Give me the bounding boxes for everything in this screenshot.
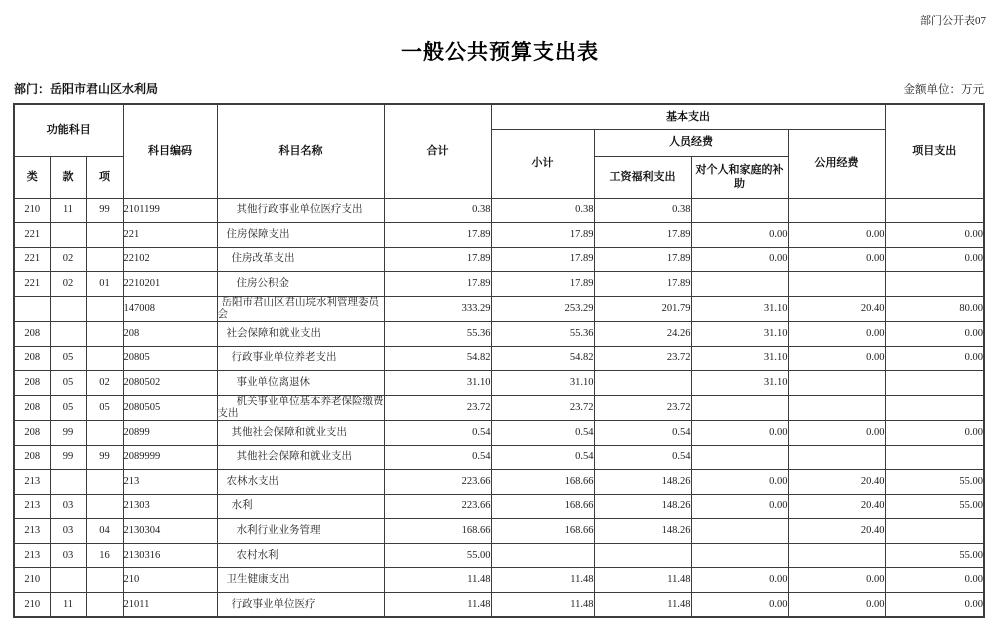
cell-class: 210 bbox=[14, 593, 50, 618]
cell-name: 行政事业单位养老支出 bbox=[217, 346, 384, 371]
cell-section: 02 bbox=[50, 247, 86, 272]
cell-project-expenditure: 55.00 bbox=[885, 470, 984, 495]
cell-public-funds: 0.00 bbox=[788, 568, 885, 593]
cell-project-expenditure: 0.00 bbox=[885, 247, 984, 272]
cell-salary-welfare: 148.26 bbox=[594, 470, 691, 495]
header-subtotal: 小计 bbox=[491, 129, 594, 198]
cell-code: 2130316 bbox=[123, 543, 217, 568]
cell-project-expenditure: 0.00 bbox=[885, 593, 984, 618]
table-row bbox=[14, 445, 984, 470]
table-row bbox=[14, 494, 984, 519]
cell-individual-subsidy: 0.00 bbox=[691, 247, 788, 272]
cell-name: 住房改革支出 bbox=[217, 247, 384, 272]
header-subject-code: 科目编码 bbox=[123, 104, 217, 198]
header-functional-subject: 功能科目 bbox=[14, 104, 123, 156]
cell-subtotal: 11.48 bbox=[491, 593, 594, 618]
cell-class: 208 bbox=[14, 445, 50, 470]
cell-subtotal: 17.89 bbox=[491, 223, 594, 248]
cell-project-expenditure: 80.00 bbox=[885, 296, 984, 321]
table-row bbox=[14, 272, 984, 297]
cell-class: 221 bbox=[14, 247, 50, 272]
cell-subtotal: 168.66 bbox=[491, 519, 594, 544]
cell-salary-welfare: 0.54 bbox=[594, 445, 691, 470]
cell-class: 221 bbox=[14, 272, 50, 297]
cell-name: 农林水支出 bbox=[217, 470, 384, 495]
cell-class: 210 bbox=[14, 198, 50, 223]
cell-code: 21303 bbox=[123, 494, 217, 519]
cell-public-funds bbox=[788, 445, 885, 470]
cell-item: 99 bbox=[86, 445, 123, 470]
cell-subtotal: 31.10 bbox=[491, 371, 594, 396]
cell-item bbox=[86, 346, 123, 371]
table-row bbox=[14, 322, 984, 347]
header-salary-welfare: 工资福利支出 bbox=[594, 156, 691, 198]
header-individual-family-subsidy: 对个人和家庭的补助 bbox=[691, 156, 788, 198]
cell-public-funds bbox=[788, 198, 885, 223]
cell-code: 2101199 bbox=[123, 198, 217, 223]
cell-name: 住房保障支出 bbox=[217, 223, 384, 248]
cell-public-funds: 20.40 bbox=[788, 470, 885, 495]
cell-class: 208 bbox=[14, 420, 50, 445]
cell-class: 208 bbox=[14, 346, 50, 371]
cell-name: 水利 bbox=[217, 494, 384, 519]
cell-total: 55.36 bbox=[384, 322, 491, 347]
cell-total: 55.00 bbox=[384, 543, 491, 568]
header-item: 项 bbox=[86, 156, 123, 198]
cell-project-expenditure: 55.00 bbox=[885, 494, 984, 519]
cell-salary-welfare bbox=[594, 543, 691, 568]
cell-individual-subsidy bbox=[691, 395, 788, 420]
cell-salary-welfare: 17.89 bbox=[594, 223, 691, 248]
cell-total: 17.89 bbox=[384, 247, 491, 272]
cell-item: 05 bbox=[86, 395, 123, 420]
cell-name: 其他行政事业单位医疗支出 bbox=[217, 198, 384, 223]
cell-class: 213 bbox=[14, 543, 50, 568]
cell-class: 210 bbox=[14, 568, 50, 593]
cell-individual-subsidy bbox=[691, 272, 788, 297]
cell-public-funds bbox=[788, 543, 885, 568]
cell-section bbox=[50, 223, 86, 248]
cell-subtotal bbox=[491, 543, 594, 568]
table-row bbox=[14, 519, 984, 544]
cell-item bbox=[86, 322, 123, 347]
cell-subtotal: 55.36 bbox=[491, 322, 594, 347]
cell-subtotal: 0.54 bbox=[491, 445, 594, 470]
cell-individual-subsidy: 31.10 bbox=[691, 296, 788, 321]
cell-section: 99 bbox=[50, 445, 86, 470]
cell-item bbox=[86, 470, 123, 495]
cell-code: 2130304 bbox=[123, 519, 217, 544]
cell-subtotal: 54.82 bbox=[491, 346, 594, 371]
amount-unit-label: 金额单位：万元 bbox=[903, 84, 984, 96]
cell-public-funds: 20.40 bbox=[788, 494, 885, 519]
cell-name: 事业单位离退休 bbox=[217, 371, 384, 396]
cell-individual-subsidy: 0.00 bbox=[691, 568, 788, 593]
cell-individual-subsidy: 0.00 bbox=[691, 593, 788, 618]
cell-section: 03 bbox=[50, 519, 86, 544]
table-row bbox=[14, 371, 984, 396]
cell-project-expenditure bbox=[885, 198, 984, 223]
cell-public-funds: 0.00 bbox=[788, 223, 885, 248]
cell-item: 01 bbox=[86, 272, 123, 297]
cell-public-funds: 0.00 bbox=[788, 247, 885, 272]
cell-subtotal: 11.48 bbox=[491, 568, 594, 593]
cell-total: 0.54 bbox=[384, 420, 491, 445]
cell-item bbox=[86, 568, 123, 593]
table-row bbox=[14, 198, 984, 223]
cell-name: 水利行业业务管理 bbox=[217, 519, 384, 544]
cell-salary-welfare: 23.72 bbox=[594, 346, 691, 371]
cell-item: 16 bbox=[86, 543, 123, 568]
budget-expenditure-table bbox=[13, 103, 985, 618]
cell-public-funds: 0.00 bbox=[788, 346, 885, 371]
cell-item bbox=[86, 247, 123, 272]
cell-salary-welfare: 0.54 bbox=[594, 420, 691, 445]
cell-class: 208 bbox=[14, 322, 50, 347]
cell-project-expenditure: 55.00 bbox=[885, 543, 984, 568]
cell-total: 0.54 bbox=[384, 445, 491, 470]
cell-total: 223.66 bbox=[384, 494, 491, 519]
cell-item: 04 bbox=[86, 519, 123, 544]
table-row bbox=[14, 593, 984, 618]
cell-total: 0.38 bbox=[384, 198, 491, 223]
cell-code: 2080505 bbox=[123, 395, 217, 420]
cell-total: 54.82 bbox=[384, 346, 491, 371]
cell-class: 221 bbox=[14, 223, 50, 248]
header-class: 类 bbox=[14, 156, 50, 198]
cell-project-expenditure bbox=[885, 371, 984, 396]
header-total: 合计 bbox=[384, 104, 491, 198]
cell-section: 02 bbox=[50, 272, 86, 297]
cell-total: 17.89 bbox=[384, 223, 491, 248]
cell-public-funds bbox=[788, 371, 885, 396]
table-row bbox=[14, 346, 984, 371]
cell-total: 11.48 bbox=[384, 593, 491, 618]
table-row bbox=[14, 420, 984, 445]
cell-salary-welfare: 148.26 bbox=[594, 494, 691, 519]
table-row bbox=[14, 543, 984, 568]
cell-section: 11 bbox=[50, 198, 86, 223]
cell-section: 03 bbox=[50, 543, 86, 568]
cell-project-expenditure bbox=[885, 445, 984, 470]
table-row bbox=[14, 223, 984, 248]
cell-public-funds: 20.40 bbox=[788, 519, 885, 544]
cell-class: 208 bbox=[14, 371, 50, 396]
cell-public-funds bbox=[788, 272, 885, 297]
cell-subtotal: 168.66 bbox=[491, 494, 594, 519]
header-section: 款 bbox=[50, 156, 86, 198]
cell-individual-subsidy: 31.10 bbox=[691, 346, 788, 371]
cell-code: 21011 bbox=[123, 593, 217, 618]
table-header bbox=[14, 104, 984, 198]
cell-item bbox=[86, 494, 123, 519]
cell-item bbox=[86, 593, 123, 618]
cell-class bbox=[14, 296, 50, 321]
cell-salary-welfare: 11.48 bbox=[594, 568, 691, 593]
cell-item: 02 bbox=[86, 371, 123, 396]
header-personnel-funds: 人员经费 bbox=[594, 129, 788, 156]
cell-item: 99 bbox=[86, 198, 123, 223]
cell-subtotal: 0.54 bbox=[491, 420, 594, 445]
cell-salary-welfare: 23.72 bbox=[594, 395, 691, 420]
table-row bbox=[14, 470, 984, 495]
cell-salary-welfare: 24.26 bbox=[594, 322, 691, 347]
header-public-funds: 公用经费 bbox=[788, 129, 885, 198]
cell-project-expenditure: 0.00 bbox=[885, 223, 984, 248]
cell-section bbox=[50, 322, 86, 347]
cell-name: 其他社会保障和就业支出 bbox=[217, 445, 384, 470]
cell-subtotal: 168.66 bbox=[491, 470, 594, 495]
cell-section: 11 bbox=[50, 593, 86, 618]
cell-code: 208 bbox=[123, 322, 217, 347]
cell-subtotal: 253.29 bbox=[491, 296, 594, 321]
cell-individual-subsidy: 0.00 bbox=[691, 470, 788, 495]
cell-total: 223.66 bbox=[384, 470, 491, 495]
header-subject-name: 科目名称 bbox=[217, 104, 384, 198]
cell-section: 05 bbox=[50, 371, 86, 396]
cell-section: 03 bbox=[50, 494, 86, 519]
cell-salary-welfare bbox=[594, 371, 691, 396]
cell-section: 05 bbox=[50, 346, 86, 371]
cell-project-expenditure: 0.00 bbox=[885, 568, 984, 593]
cell-name: 社会保障和就业支出 bbox=[217, 322, 384, 347]
cell-subtotal: 17.89 bbox=[491, 272, 594, 297]
cell-public-funds: 0.00 bbox=[788, 593, 885, 618]
cell-subtotal: 0.38 bbox=[491, 198, 594, 223]
cell-total: 23.72 bbox=[384, 395, 491, 420]
cell-public-funds: 0.00 bbox=[788, 420, 885, 445]
cell-subtotal: 17.89 bbox=[491, 247, 594, 272]
cell-salary-welfare: 0.38 bbox=[594, 198, 691, 223]
cell-individual-subsidy: 0.00 bbox=[691, 223, 788, 248]
cell-public-funds bbox=[788, 395, 885, 420]
cell-class: 213 bbox=[14, 494, 50, 519]
cell-code: 213 bbox=[123, 470, 217, 495]
cell-item bbox=[86, 223, 123, 248]
cell-name: 住房公积金 bbox=[217, 272, 384, 297]
cell-public-funds: 0.00 bbox=[788, 322, 885, 347]
cell-name: 其他社会保障和就业支出 bbox=[217, 420, 384, 445]
cell-code: 2089999 bbox=[123, 445, 217, 470]
cell-project-expenditure bbox=[885, 395, 984, 420]
cell-individual-subsidy: 0.00 bbox=[691, 420, 788, 445]
cell-project-expenditure: 0.00 bbox=[885, 420, 984, 445]
table-row bbox=[14, 395, 984, 420]
header-project-expenditure: 项目支出 bbox=[885, 104, 984, 198]
cell-code: 210 bbox=[123, 568, 217, 593]
cell-code: 2080502 bbox=[123, 371, 217, 396]
cell-total: 31.10 bbox=[384, 371, 491, 396]
cell-class: 213 bbox=[14, 470, 50, 495]
cell-total: 17.89 bbox=[384, 272, 491, 297]
cell-salary-welfare: 148.26 bbox=[594, 519, 691, 544]
cell-section bbox=[50, 296, 86, 321]
cell-salary-welfare: 11.48 bbox=[594, 593, 691, 618]
cell-name: 农村水利 bbox=[217, 543, 384, 568]
cell-project-expenditure: 0.00 bbox=[885, 322, 984, 347]
cell-individual-subsidy bbox=[691, 445, 788, 470]
cell-section bbox=[50, 470, 86, 495]
cell-individual-subsidy bbox=[691, 543, 788, 568]
cell-code: 22102 bbox=[123, 247, 217, 272]
cell-name: 岳阳市君山区君山垸水利管理委员会 bbox=[217, 296, 384, 321]
table-body bbox=[14, 198, 984, 617]
cell-code: 221 bbox=[123, 223, 217, 248]
cell-public-funds: 20.40 bbox=[788, 296, 885, 321]
cell-individual-subsidy bbox=[691, 519, 788, 544]
cell-section: 05 bbox=[50, 395, 86, 420]
table-row bbox=[14, 247, 984, 272]
cell-salary-welfare: 17.89 bbox=[594, 272, 691, 297]
cell-name: 卫生健康支出 bbox=[217, 568, 384, 593]
cell-individual-subsidy: 31.10 bbox=[691, 322, 788, 347]
cell-individual-subsidy: 31.10 bbox=[691, 371, 788, 396]
cell-salary-welfare: 201.79 bbox=[594, 296, 691, 321]
table-row bbox=[14, 568, 984, 593]
department-label: 部门：岳阳市君山区水利局 bbox=[14, 82, 159, 96]
cell-total: 168.66 bbox=[384, 519, 491, 544]
cell-name: 行政事业单位医疗 bbox=[217, 593, 384, 618]
header-basic-expenditure: 基本支出 bbox=[491, 104, 885, 129]
cell-code: 20899 bbox=[123, 420, 217, 445]
cell-section bbox=[50, 568, 86, 593]
cell-code: 20805 bbox=[123, 346, 217, 371]
cell-individual-subsidy bbox=[691, 198, 788, 223]
cell-individual-subsidy: 0.00 bbox=[691, 494, 788, 519]
table-row bbox=[14, 296, 984, 321]
cell-class: 208 bbox=[14, 395, 50, 420]
cell-item bbox=[86, 420, 123, 445]
cell-subtotal: 23.72 bbox=[491, 395, 594, 420]
cell-section: 99 bbox=[50, 420, 86, 445]
cell-total: 11.48 bbox=[384, 568, 491, 593]
cell-salary-welfare: 17.89 bbox=[594, 247, 691, 272]
corner-note: 部门公开表07 bbox=[920, 15, 986, 27]
cell-name: 机关事业单位基本养老保险缴费支出 bbox=[217, 395, 384, 419]
cell-code: 2210201 bbox=[123, 272, 217, 297]
cell-total: 333.29 bbox=[384, 296, 491, 321]
cell-project-expenditure bbox=[885, 519, 984, 544]
cell-project-expenditure bbox=[885, 272, 984, 297]
cell-class: 213 bbox=[14, 519, 50, 544]
cell-code: 147008 bbox=[123, 296, 217, 321]
cell-project-expenditure: 0.00 bbox=[885, 346, 984, 371]
cell-item bbox=[86, 296, 123, 321]
page-title: 一般公共预算支出表 bbox=[401, 41, 599, 64]
